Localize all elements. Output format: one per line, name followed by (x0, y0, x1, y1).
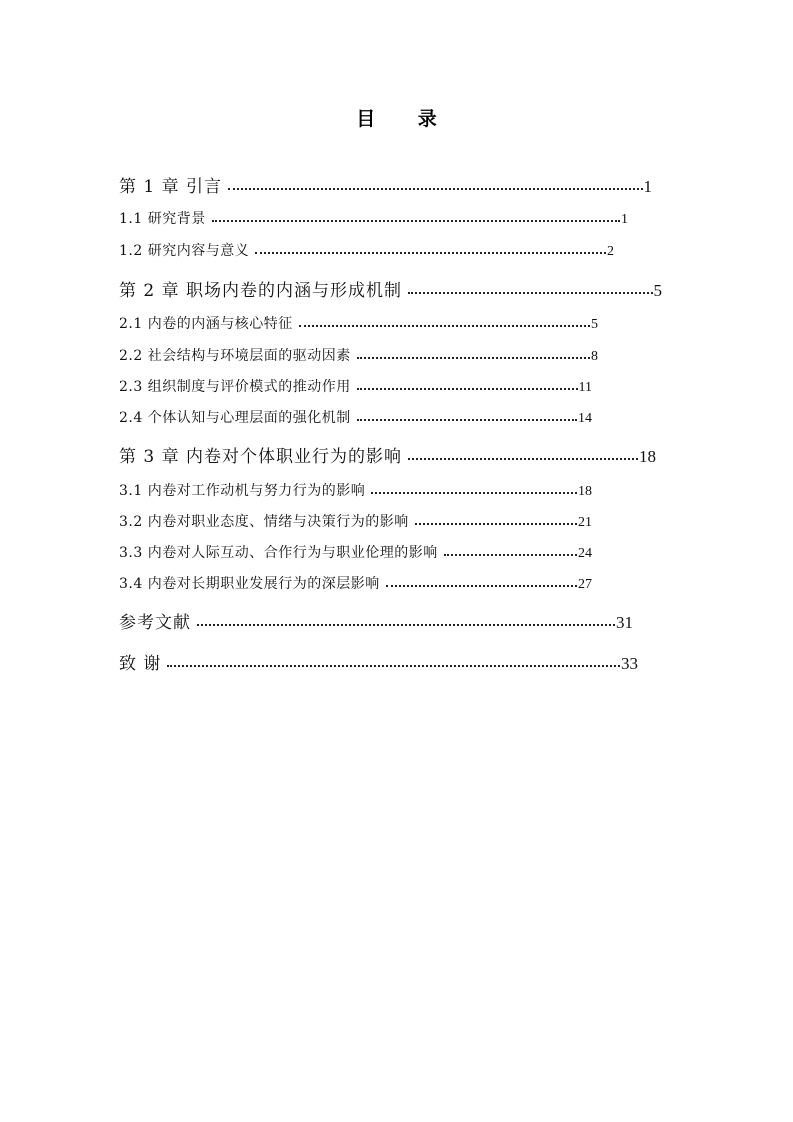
dot-leader (371, 483, 577, 497)
toc-entry-label: 参考文献 (119, 613, 191, 633)
toc-entry-page: 21 (578, 515, 592, 530)
toc-entry-page: 5 (591, 317, 598, 332)
toc-entry-acknowledgements[interactable] (119, 649, 638, 674)
toc-entry-label: 第 3 章 内卷对个体职业行为的影响 (119, 447, 403, 467)
toc-entry-label: 3.3 内卷对人际互动、合作行为与职业伦理的影响 (119, 545, 438, 561)
dot-leader (444, 545, 577, 559)
toc-entry-page: 18 (639, 447, 656, 466)
dot-leader (357, 348, 590, 362)
dot-leader (415, 514, 577, 528)
toc-entry-2-3[interactable] (119, 376, 592, 396)
toc-entry-page: 31 (616, 613, 633, 632)
toc-entry-page: 5 (653, 281, 662, 300)
dot-leader (197, 612, 615, 629)
dot-leader (299, 316, 590, 330)
dot-leader (408, 280, 652, 297)
toc-entry-label: 2.4 个体认知与心理层面的强化机制 (119, 410, 351, 426)
toc-entry-ch3[interactable] (119, 442, 656, 467)
toc-entry-page: 24 (578, 546, 592, 561)
toc-entry-page: 27 (578, 577, 592, 592)
toc-entry-1-2[interactable] (119, 240, 614, 260)
toc-entry-page: 8 (591, 349, 598, 364)
toc-entry-label: 2.1 内卷的内涵与核心特征 (119, 316, 293, 332)
toc-entry-page: 2 (607, 244, 614, 259)
toc-entry-3-4[interactable] (119, 573, 592, 593)
toc-entry-page: 11 (578, 380, 592, 395)
toc-entry-label: 1.2 研究内容与意义 (119, 243, 250, 259)
toc-entry-2-4[interactable] (119, 407, 592, 427)
toc-entry-2-2[interactable] (119, 345, 598, 365)
toc-entry-label: 致 谢 (119, 654, 162, 674)
toc-entry-page: 1 (621, 212, 628, 227)
toc-entry-2-1[interactable] (119, 313, 598, 333)
toc-entry-label: 3.4 内卷对长期职业发展行为的深层影响 (119, 576, 380, 592)
toc-entry-3-2[interactable] (119, 511, 592, 531)
dot-leader (357, 379, 578, 393)
toc-entry-label: 1.1 研究背景 (119, 211, 206, 227)
toc-entry-label: 3.2 内卷对职业态度、情绪与决策行为的影响 (119, 514, 409, 530)
dot-leader (212, 211, 620, 225)
toc-title: 目 录 (356, 108, 455, 130)
dot-leader (408, 446, 638, 463)
toc-entry-3-1[interactable] (119, 480, 592, 500)
toc-entry-ch1[interactable] (119, 172, 652, 197)
toc-entry-label: 第 1 章 引言 (119, 177, 223, 197)
toc-entry-label: 第 2 章 职场内卷的内涵与形成机制 (119, 281, 403, 301)
toc-entry-label: 2.2 社会结构与环境层面的驱动因素 (119, 348, 351, 364)
toc-entry-label: 2.3 组织制度与评价模式的推动作用 (119, 379, 351, 395)
toc-entry-1-1[interactable] (119, 208, 628, 228)
dot-leader (228, 176, 642, 193)
dot-leader (386, 576, 577, 590)
dot-leader (255, 243, 606, 257)
toc-entry-ch2[interactable] (119, 276, 662, 301)
dot-leader (167, 653, 620, 670)
toc-entry-3-3[interactable] (119, 542, 592, 562)
toc-entry-label: 3.1 内卷对工作动机与努力行为的影响 (119, 483, 366, 499)
toc-entry-page: 18 (578, 484, 592, 499)
toc-entry-page: 14 (578, 411, 592, 426)
toc-entry-references[interactable] (119, 608, 633, 633)
toc-entry-page: 33 (621, 654, 638, 673)
toc-entry-page: 1 (643, 177, 652, 196)
dot-leader (357, 410, 577, 424)
